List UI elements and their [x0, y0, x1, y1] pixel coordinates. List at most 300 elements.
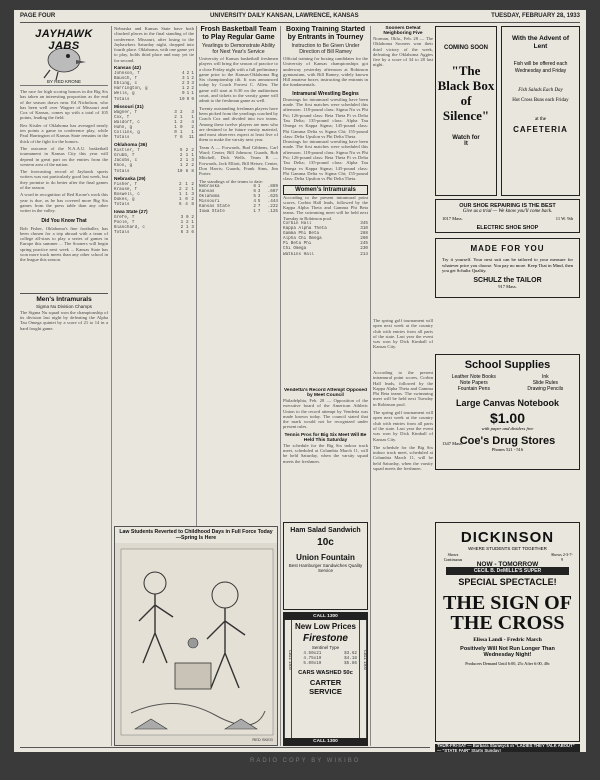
- table-cell: 260: [360, 236, 368, 242]
- table-cell: 6: [185, 168, 189, 174]
- firestone-call-left: [284, 620, 292, 738]
- table-cell: 3: [174, 109, 177, 115]
- table-cell: Iowa State: [199, 209, 225, 215]
- coes-footer: [436, 435, 579, 452]
- table-cell: Pi Beta Phi: [283, 241, 312, 247]
- cross-buns: Hot Cross Buns each Friday: [512, 98, 569, 103]
- table-cell: .667: [267, 188, 278, 194]
- womens-scores-table: [283, 221, 368, 257]
- school-items: [436, 374, 579, 393]
- tailor-headline: MADE FOR YOU: [470, 244, 545, 253]
- table-cell: 10: [177, 168, 183, 174]
- shoe-headline: OUR SHOE REPAIRING IS THE BEST: [459, 203, 556, 209]
- table-cell: Kansas: [199, 188, 215, 194]
- wrestling-text-more: Drawings for intramural wrestling have been made. The first matches were scheduled this afternoon. 118-pound class: Sigma Nu vs Phi Psi; 126-pound class: Beta Theta Pi vs Delta Tau Delta; 135-pound class: Alpha Tau Omega vs Kappa Sigma; 145-pound class: Phi Gamma Delta vs Sigma Chi; 155-pound class: Delta Upsilon vs Phi Delta Theta.: [283, 139, 368, 182]
- box-scores: [114, 66, 194, 235]
- frosh-headline: Frosh Basketball Team to Play Regular Game: [200, 26, 277, 41]
- column-boxing: [283, 26, 368, 386]
- standings-intro: The standings of the teams to date:: [199, 178, 264, 184]
- watch-for-it: Watch for It: [452, 135, 480, 147]
- box-score-table: [114, 182, 194, 207]
- table-cell: 6: [179, 202, 182, 208]
- table-cell: Totals: [114, 168, 130, 174]
- firestone-subhead: Sentinel Type: [311, 645, 340, 650]
- mens-intramurals-heading: Men's Intramurals: [36, 295, 92, 303]
- sign-of-the-cross-title: THE SIGN OF THE CROSS: [443, 592, 572, 634]
- table-cell: 2: [179, 109, 183, 115]
- school-item: Fountain Pens: [457, 386, 490, 393]
- school-item: Leather Note Books: [451, 374, 496, 380]
- table-cell: 2: [179, 153, 183, 159]
- table-cell: 3: [191, 109, 194, 115]
- golf-text: The spring golf tournament will open next week at the country club with entries from all parts of the state. Last year the event was won by Dick Kimball of Kansas City.: [373, 318, 433, 350]
- law-students-cartoon: [114, 526, 278, 746]
- cartoon-credit: RED SKEG: [252, 737, 273, 742]
- table-cell: Knox, g: [114, 163, 133, 169]
- paper-title: UNIVERSITY DAILY KANSAN, LAWRENCE, KANSAS: [210, 13, 359, 19]
- shows-continuous: Shows Continuous: [443, 552, 463, 562]
- table-cell: Chi Omega: [283, 246, 307, 252]
- column-rule: [111, 26, 112, 746]
- canvas-price: $1.00: [489, 409, 526, 426]
- sooners-text: Norman, Okla., Feb. 28 — The Oklahoma Sooners won their third victory of the week, defeating the Oklahoma Aggies five by a score of 34 to 28 last night.: [373, 36, 433, 68]
- fish-offer: Fish will be offered each Wednesday and Friday: [513, 61, 568, 74]
- table-cell: 5: [253, 194, 257, 200]
- table-cell: 230: [360, 246, 368, 252]
- table-cell: 2: [179, 181, 182, 187]
- table-cell: 3: [186, 230, 189, 236]
- table-cell: Gamma Phi Beta: [283, 231, 320, 237]
- canvas-notebook: Large Canvas Notebook: [455, 397, 560, 408]
- table-cell: Cox, f: [114, 114, 130, 120]
- table-cell: 1: [191, 91, 194, 97]
- table-cell: 2: [191, 86, 194, 92]
- sign-note: Positively Will Not Run Longer Than Wednesday Night!: [460, 646, 555, 658]
- table-cell: 1: [191, 186, 194, 192]
- frosh-subhead: Yearlings to Demonstrate Ability for Next Year's Service: [201, 43, 276, 55]
- table-cell: 8: [253, 183, 257, 189]
- table-cell: 9: [191, 96, 194, 102]
- shoe-shop-ad: [435, 199, 580, 233]
- table-cell: Waldorf, c: [114, 119, 140, 125]
- table-cell: 1: [185, 158, 189, 164]
- table-cell: Jacobs, c: [114, 158, 138, 164]
- mens-intramurals-subhead: Sigma Nu Division Champs: [36, 303, 92, 309]
- fish-salads: Fish Salads Each Day: [518, 88, 563, 93]
- school-items-left: [452, 374, 496, 393]
- table-cell: Bausch, f: [114, 76, 138, 82]
- table-cell: 1: [179, 196, 182, 202]
- table-cell: Huhn, g: [114, 124, 133, 130]
- table-cell: Krause, f: [114, 186, 138, 192]
- table-cell: 1: [191, 71, 194, 77]
- box-score-header: Oklahoma (36): [114, 143, 148, 149]
- table-cell: $4.18: [344, 656, 357, 662]
- table-cell: 3: [191, 158, 194, 164]
- box-score-table: [114, 148, 194, 173]
- frosh-roster: Team A — Forwards, Bud Gibbens, Carl Ward; Center, Bill Johnson; Guards, Bob Mitchell, Dick Wells. Team B — Forwards, Jack Elliott, Bill Heiser; Center, Don Harris; Guards, Frank Sims, Jim Porter.: [199, 144, 278, 177]
- womens-intramurals-heading: Women's Intramurals: [295, 186, 356, 193]
- dickinson-sub: WHERE STUDENTS GET TOGETHER: [468, 546, 547, 551]
- table-cell: 0: [185, 196, 188, 202]
- table-cell: 2: [185, 148, 189, 154]
- table-row: [294, 661, 357, 666]
- tennis-text-continued: The schedule for the Big Six indoor track meet, scheduled at Columbia March 11, will be held Saturday, when the varsity squad meets the freshmen.: [373, 444, 433, 472]
- dickinson-name: DICKINSON: [460, 529, 555, 546]
- table-cell: $5.86: [344, 661, 357, 667]
- frosh-text: [199, 56, 278, 177]
- table-row: [199, 209, 278, 214]
- table-cell: 4.75x19: [303, 656, 322, 662]
- table-cell: Kansas State: [199, 204, 230, 210]
- tire-price-table: [294, 651, 357, 666]
- table-cell: Totals: [114, 96, 130, 102]
- table-cell: 2: [253, 204, 257, 210]
- firestone-call-bottom: CALL 1300: [284, 738, 367, 745]
- cecil-demille: CECIL B. DeMILLE'S SUPER: [446, 567, 569, 575]
- table-cell: 310: [360, 226, 368, 232]
- table-cell: 1: [186, 76, 190, 82]
- table-cell: 4.50x21: [303, 651, 322, 656]
- firestone-ad: [283, 612, 368, 746]
- column-sooners: [373, 26, 433, 96]
- table-cell: 1: [179, 191, 182, 197]
- box-score-header: Kansas (42): [114, 66, 141, 72]
- dickinson-theater-ad: [435, 522, 580, 742]
- table-cell: 2: [191, 76, 194, 82]
- box-score-table: [114, 110, 194, 141]
- table-cell: 1: [185, 181, 188, 187]
- table-cell: 1: [181, 86, 185, 92]
- jabs-paragraph: Rex Kistler of Oklahoma has averaged nearly ten points a game in conference play, while Paul Harrington of Kansas State remains in the thick of the fight for the honors.: [20, 122, 108, 144]
- table-cell: Wagner, f: [114, 109, 138, 115]
- table-cell: 5: [257, 199, 261, 205]
- sign-cast: Elissa Landi - Fredric March: [473, 637, 542, 643]
- table-cell: .125: [267, 209, 278, 215]
- box-score-header: Nebraska (29): [114, 176, 146, 182]
- cartoon-headline: Law Students Reverted to Childhood Days in Full Force Today—Spring Is Here: [115, 527, 277, 543]
- table-cell: 4: [181, 71, 185, 77]
- table-cell: Kappa Alpha Theta: [283, 226, 327, 232]
- did-you-know-heading: Did You Know That: [41, 217, 87, 224]
- show-row: [436, 552, 579, 568]
- call-side-label: CALL 1300: [288, 650, 293, 670]
- tennis-text: The schedule for the Big Six indoor track meet, scheduled at Columbia March 11, will be held Saturday, when the varsity squad meets the freshmen.: [283, 442, 368, 464]
- carter-service: CARTER SERVICE: [309, 678, 342, 697]
- union-fountain-name: Union Fountain: [296, 553, 355, 562]
- table-row: [114, 97, 194, 102]
- sign-prices: Producers Demand Until 6:00, 25c After 6:00, 40c: [465, 661, 550, 666]
- table-cell: 1: [191, 114, 194, 120]
- table-cell: 2: [185, 163, 189, 169]
- table-cell: 4: [191, 119, 194, 125]
- table-cell: 1: [179, 114, 183, 120]
- table-cell: Totals: [114, 135, 130, 141]
- table-cell: 0: [179, 124, 183, 130]
- table-cell: 2: [186, 220, 189, 226]
- firestone-body: [284, 620, 367, 698]
- masthead-rule: [20, 22, 580, 23]
- school-item: Slide Rules: [532, 380, 558, 387]
- table-cell: Alpha Chi Omega: [283, 236, 322, 242]
- shoe-address-1: 1017 Mass.: [442, 216, 463, 221]
- coes-address: 1347 Mass.: [442, 440, 463, 446]
- table-cell: Ebling, c: [114, 81, 138, 87]
- frosh-paragraph: Twenty outstanding freshman players have been picked from the yearlings coached by Coach Cox and divided into two teams. Among these twelve players are men who are destined to be future varsity material, and most observers expect at least five of them to make the varsity next year.: [199, 105, 278, 143]
- bottom-rule: [20, 747, 430, 748]
- table-row: [114, 135, 194, 140]
- table-cell: 2: [181, 81, 185, 87]
- standings-table: [199, 184, 278, 215]
- coes-drug-stores: Coe's Drug Stores: [459, 434, 556, 447]
- table-cell: 4: [185, 202, 188, 208]
- shoe-subhead: Give us a trial — We know you'll come back.: [462, 209, 553, 214]
- school-item: Note Papers: [459, 380, 488, 387]
- column-jayhawk-jabs: [20, 26, 108, 748]
- table-cell: 1: [185, 191, 188, 197]
- wrestling-text: Drawings for intramural wrestling have been made. The first matches were scheduled this afternoon. 118-pound class: Sigma Nu vs Phi Psi; 126-pound class: Beta Theta Pi vs Delta Tau Delta; 135-pound class: Alpha Tau Omega vs Kappa Sigma; 145-pound class: Phi Gamma Delta vs Sigma Chi; 155-pound class: Delta Upsilon vs Phi Delta Theta.: [283, 96, 368, 139]
- table-cell: 1: [186, 225, 189, 231]
- table-cell: 1: [179, 163, 183, 169]
- cafeteria-ad: [501, 26, 580, 196]
- table-cell: 3: [191, 225, 194, 231]
- column-frosh-basketball: [199, 26, 278, 386]
- table-cell: 1: [191, 220, 194, 226]
- tailor-address: 917 Mass.: [498, 283, 517, 289]
- table-cell: Corbin Hall: [283, 221, 312, 227]
- table-cell: 1: [179, 130, 183, 136]
- table-cell: 2: [179, 119, 183, 125]
- shoe-address-2: 11 W. 9th: [555, 216, 573, 221]
- table-cell: 2: [191, 181, 194, 187]
- table-cell: Grubb, f: [114, 153, 135, 159]
- shoe-footer: [436, 216, 579, 231]
- table-cell: Blanchard, c: [114, 225, 145, 231]
- jayhawk-jabs-title: JAYHAWK JABS: [35, 28, 93, 52]
- table-cell: 0: [181, 91, 185, 97]
- table-cell: $3.62: [344, 651, 357, 656]
- column-right-lower: [373, 370, 433, 520]
- jabs-story: [20, 89, 108, 214]
- box-score-header: Iowa State (27): [114, 210, 148, 216]
- table-cell: 2: [191, 124, 194, 130]
- table-cell: 8: [191, 202, 194, 208]
- table-cell: 3: [257, 194, 261, 200]
- table-cell: Watkins Hall: [283, 251, 314, 257]
- table-cell: Kistler, f: [114, 148, 140, 154]
- table-cell: 7: [257, 204, 261, 210]
- table-cell: 3: [181, 76, 185, 82]
- table-cell: 1: [186, 91, 190, 97]
- table-cell: 2: [191, 148, 194, 154]
- table-cell: Missouri: [199, 199, 220, 205]
- table-cell: 3: [186, 81, 190, 87]
- microfilm-footer: RADIO COPY BY WIKIBO: [250, 758, 361, 764]
- newspaper-page: [14, 10, 586, 752]
- jayhawk-jabs-byline: BY RED KRONE: [47, 79, 81, 84]
- now-tomorrow: NOW - TOMORROW: [476, 561, 539, 568]
- cars-washed: CARS WASHED 50c: [298, 670, 353, 677]
- table-cell: 1: [174, 124, 177, 130]
- womens-intramurals-text: According to the present intramural point scores, Corbin Hall leads, followed by the Kappa Alpha Theta and Gamma Phi Beta teams. The swimming meet will be held next Tuesday in Robinson pool.: [283, 194, 368, 221]
- table-cell: Harrington, g: [114, 86, 148, 92]
- table-cell: 288: [360, 231, 368, 237]
- table-cell: 3: [180, 215, 184, 221]
- coes-phones: Phones 521 - 516: [491, 446, 524, 452]
- jabs-paragraph: The race for high scoring honors in the Big Six has taken an interesting proportion as the end of the season draws near. Ed Nicholson, who has been well over Wagner of Missouri and Cox of Kansas, comes up with a total of 105 points, leading the field.: [20, 89, 108, 121]
- table-cell: Wells, g: [114, 91, 135, 97]
- tennis-headline: Tennis Pros for Big Six Meet Will Be Held This Saturday: [284, 432, 367, 443]
- table-cell: 7: [257, 209, 261, 215]
- did-you-know-text: Bob Fisher, Oklahoma's fine footballer, has been chosen for a trip abroad with a team of college all-stars to play a series of games in Europe this summer ... The Sooners will begin spring practice next week ... Kansas State has won more track meets than any other school in the league this season.: [20, 225, 108, 263]
- table-cell: Fisher, f: [114, 181, 138, 187]
- table-cell: 2: [191, 196, 194, 202]
- boxing-text: Official training for boxing candidates for the University of Kansas championships got underway yesterday afternoon at Robinson gymnasium, with Bill Ramey, widely known Hill amateur boxer, instructing the entrants in the fundamentals.: [283, 56, 368, 88]
- box-score-table: [114, 71, 194, 102]
- table-cell: 2: [191, 163, 194, 169]
- thur-fri-sat-bar: THUR-FRI-SAT — Barbara Stanwyck in "LADIES THEY TALK ABOUT" — "STATE FAIR" Starts Sunday!: [435, 744, 580, 752]
- table-cell: Collins, g: [114, 130, 140, 136]
- table-cell: 245: [360, 241, 368, 247]
- shoe-shop-name: ELECTRIC SHOE SHOP: [476, 225, 539, 231]
- table-cell: 1: [191, 153, 194, 159]
- black-box-ad: [435, 26, 497, 196]
- table-cell: 1: [253, 209, 257, 215]
- table-cell: 5.00x19: [303, 661, 322, 667]
- table-cell: 214: [360, 251, 368, 257]
- tailor-name: SCHULZ the TAILOR: [473, 276, 542, 284]
- table-cell: .625: [267, 194, 278, 200]
- table-cell: 2: [180, 225, 184, 231]
- table-cell: Johnson, f: [114, 71, 140, 77]
- black-box-title: "The Black Box of Silence": [437, 63, 495, 123]
- union-fountain-ad: [283, 522, 368, 610]
- table-cell: 1: [174, 119, 177, 125]
- table-cell: 2: [191, 215, 194, 221]
- table-cell: 6: [180, 230, 184, 236]
- boxing-subhead: Instruction to Be Given Under Direction of Bill Ramey: [291, 43, 360, 55]
- school-item: Ink: [542, 374, 549, 380]
- table-cell: .222: [267, 204, 278, 210]
- jayhawk-jabs-logo: [20, 26, 108, 86]
- show-times: Shows 2-3-7-9: [551, 552, 573, 562]
- super-spectacle: SPECIAL SPECTACLE!: [458, 577, 557, 587]
- table-cell: .889: [267, 183, 278, 189]
- column-rule: [370, 26, 371, 746]
- tailor-text: Try it yourself. Your next suit can be tailored to your measure for whatever price you choose. You pay no more. Keep That in Mind, then you get Schultz Quality.: [442, 257, 573, 274]
- table-cell: 1: [180, 220, 184, 226]
- table-cell: 345: [360, 221, 368, 227]
- conference-story: Nebraska and Kansas State have both clinched places in the final standing of the conference. Missouri, after losing to the Jayhawkers Saturday night, dropped into fourth place. Oklahoma, with one game yet to play, holds third place and may yet tie for second.: [114, 26, 194, 63]
- golf-text-continued: The spring golf tournament will open next week at the country club with entries from all parts of the state. Last year the event was won by Dick Kimball of Kansas City.: [373, 410, 433, 442]
- firestone-call-right: [359, 620, 367, 738]
- table-cell: 11: [188, 135, 194, 141]
- boxing-headline: Boxing Training Started by Entrants in Tourney: [286, 26, 365, 41]
- firestone-headline: New Low Prices: [295, 622, 356, 631]
- lent-heading: With the Advent of Lent: [511, 35, 570, 50]
- table-cell: Boswell, c: [114, 191, 140, 197]
- table-cell: 7: [174, 135, 177, 141]
- call-side-label: CALL 1300: [363, 650, 368, 670]
- table-cell: Dukes, g: [114, 196, 135, 202]
- union-fountain-sub: Best Hamburger Sandwiches Quality Service: [288, 563, 363, 573]
- table-cell: 0: [186, 215, 189, 221]
- record-headline: Vendetta's Record Attempt Opposed by Meet Council: [283, 388, 368, 398]
- table-cell: 10: [179, 96, 185, 102]
- box-score-header: Missouri (31): [114, 104, 144, 110]
- mens-intramurals-text: The Sigma Nu squad won the championship of its division last night by defeating the Alpha Tau Omega quintet by a score of 21 to 14 in a hard fought game.: [20, 309, 108, 331]
- table-cell: Grefe, f: [114, 215, 135, 221]
- table-cell: 3: [191, 191, 194, 197]
- table-cell: 9: [186, 96, 190, 102]
- table-cell: 8: [191, 168, 194, 174]
- jabs-paragraph: A word in recognition of Red Krone's work this year is due, as he has covered more Big Six games from the press table than any other writer in the valley.: [20, 192, 108, 214]
- table-cell: Totals: [114, 230, 130, 236]
- table-cell: Nebraska: [199, 183, 220, 189]
- table-cell: 6: [191, 230, 194, 236]
- school-supplies-heading: School Supplies: [464, 359, 551, 371]
- canvas-subtext: with paper and dividers free: [481, 425, 534, 431]
- table-cell: Totals: [114, 202, 130, 208]
- ham-salad-price: 10c: [317, 537, 334, 548]
- table-cell: 2: [174, 114, 177, 120]
- women-text-continued: According to the present intramural point scores, Corbin Hall leads, followed by the Kappa Alpha Theta and Gamma Phi Beta teams. The swimming meet will be held next Tuesday in Robinson pool.: [373, 370, 433, 407]
- table-cell: 1: [191, 130, 194, 136]
- wrestling-heading: Intramural Wrestling Begins: [292, 90, 359, 97]
- column-golf: [373, 318, 433, 362]
- table-cell: .444: [267, 199, 278, 205]
- table-cell: 2: [186, 86, 190, 92]
- jabs-paragraph: The outcome of the N.A.A.U. basketball tournament in Kansas City this year will depend in great part on the entries from the western area of the nation.: [20, 145, 108, 167]
- sooners-headline: Sooners Defeat Neighboring Five: [383, 26, 423, 36]
- table-row: [114, 230, 194, 235]
- school-items-right: [527, 374, 563, 393]
- table-cell: 2: [179, 158, 183, 164]
- table-cell: 5: [179, 148, 183, 154]
- table-cell: 1: [185, 153, 189, 159]
- table-cell: 2: [179, 186, 182, 192]
- table-cell: Oklahoma: [199, 194, 220, 200]
- table-cell: 3: [191, 81, 194, 87]
- table-cell: 4: [253, 199, 257, 205]
- record-text: Philadelphia, Feb. 28 — Opposition of the executive board of the American Athletic Union to the record attempt by Vendetta was made known today. The council stated that the mark would not be recognized under present rules.: [283, 398, 368, 430]
- issue-date: TUESDAY, FEBRUARY 28, 1933: [491, 13, 580, 19]
- tailor-ad: [435, 238, 580, 298]
- table-cell: 6: [253, 188, 257, 194]
- table-cell: 2: [185, 186, 188, 192]
- at-the: at the: [535, 117, 546, 122]
- womens-intramurals-box: [283, 185, 368, 195]
- box-score-table: [114, 215, 194, 235]
- table-cell: Poole, f: [114, 220, 135, 226]
- frosh-paragraph: University of Kansas basketball freshmen players will bring the season of practice to a close Friday night with a full preliminary game prior to the Kansas-Oklahoma Big Six championship tilt. It was announced today by Coach Forrest C. Allen. The game will start at 6:30 on the auditorium court, and tickets to the varsity game will admit to the freshman game as well.: [199, 56, 278, 104]
- school-item: Drawing Pencils: [527, 386, 564, 393]
- table-row: [114, 202, 194, 207]
- coming-soon: COMING SOON: [443, 45, 488, 51]
- cafeteria-name: CAFETERIA: [513, 125, 568, 134]
- table-row: [114, 169, 194, 174]
- column-rule: [280, 26, 281, 746]
- table-cell: 1: [257, 183, 261, 189]
- table-cell: 0: [174, 130, 177, 136]
- jabs-paragraph: The forecasting record of Jayhawk sports writers was not particularly good last week, but they promise to do better after the final games of the season.: [20, 169, 108, 191]
- cartoon-drawing-icon: [115, 543, 278, 743]
- school-supplies-ad: [435, 354, 580, 470]
- firestone-brand: Firestone: [302, 633, 348, 644]
- ham-salad-label: Ham Salad Sandwich: [290, 527, 361, 534]
- table-row: [283, 252, 368, 257]
- table-cell: 3: [257, 188, 261, 194]
